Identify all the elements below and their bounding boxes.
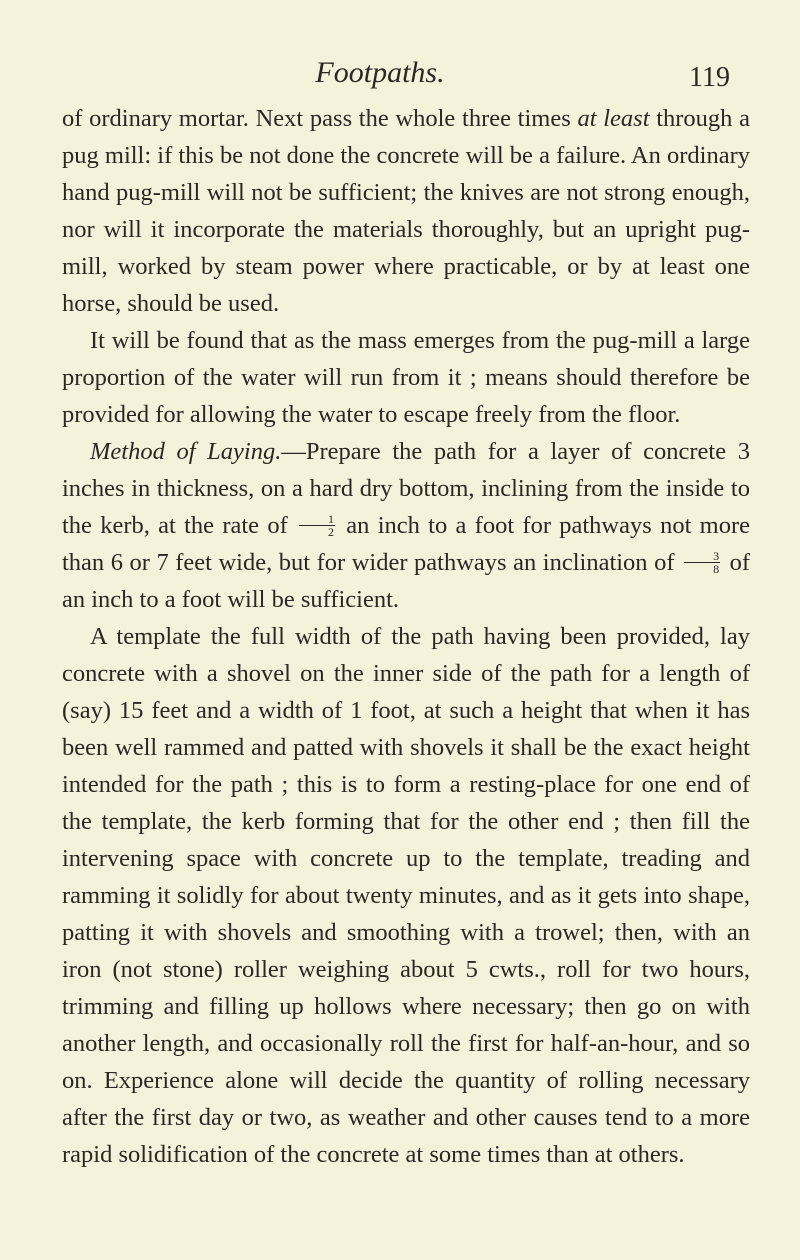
fraction-numerator: 1 <box>299 513 335 526</box>
page-number: 119 <box>689 62 730 93</box>
fraction-three-eighths <box>684 550 720 575</box>
paragraph-3-text-a: —Prepare the path for a layer of concrete 3 inches in thickness, on a hard dry bottom, inclining from the inside to the kerb, at the rate of <box>62 438 750 539</box>
fraction-denominator: 8 <box>713 562 720 576</box>
paragraph-2: It will be found that as the mass emerges from the pug-mill a large proportion of the water will run from it ; means should therefore be provided for allowing the water to escape freely from the floor. <box>62 327 750 428</box>
paragraph-1-text-a: of ordinary mortar. Next pass the whole three times <box>62 105 578 132</box>
fraction-one-half <box>299 513 335 538</box>
running-head <box>0 56 800 96</box>
paragraph-3-text-c: of an inch to a foot will be sufficient. <box>62 549 751 613</box>
fraction-numerator: 3 <box>684 550 720 563</box>
paragraph-3 <box>62 433 750 618</box>
paragraph-3-text-b: an inch to a foot for pathways not more than 6 or 7 feet wide, but for wider pathways an inclination of <box>62 512 750 576</box>
paragraph-1 <box>62 100 750 322</box>
emphasis-at-least: at least <box>577 105 650 132</box>
paragraph-4: A template the full width of the path having been provided, lay concrete with a shovel on the inner side of the path for a length of (say) 15 feet and a width of 1 foot, at such a height that when it has been well rammed and patted with shovels it shall be the exact height intended for the path ; this is to form a resting-place for one end of the template, the kerb forming that for the other end ; then fill the intervening space with concrete up to the template, treading and ramming it solidly for about twenty minutes, and as it gets into shape, patting it with shovels and smoothing with a trowel; then, with an iron (not stone) roller weighing about 5 cwts., roll for two hours, trimming and filling up hollows where necessary; then go on with another length, and occasionally roll the first for half-an-hour, and so on. Experience alone will decide the quantity of rolling necessary after the first day or two, as weather and other causes tend to a more rapid solidification of the concrete at some times than at others. <box>62 623 750 1168</box>
section-heading-method-of-laying: Method of Laying. <box>90 438 282 465</box>
body-text <box>62 100 750 1173</box>
fraction-denominator: 2 <box>328 525 335 539</box>
running-title: Footpaths. <box>315 56 445 89</box>
paragraph-1-text-c: through a pug mill: if this be not done the concrete will be a failure. An ordinary hand pug-mill will not be sufficient; the knives are not strong enough, nor will it incorporate the materials thoroughly, but an upright pug-mill, worked by steam power where practicable, or by at least one horse, should be used. <box>62 105 750 317</box>
